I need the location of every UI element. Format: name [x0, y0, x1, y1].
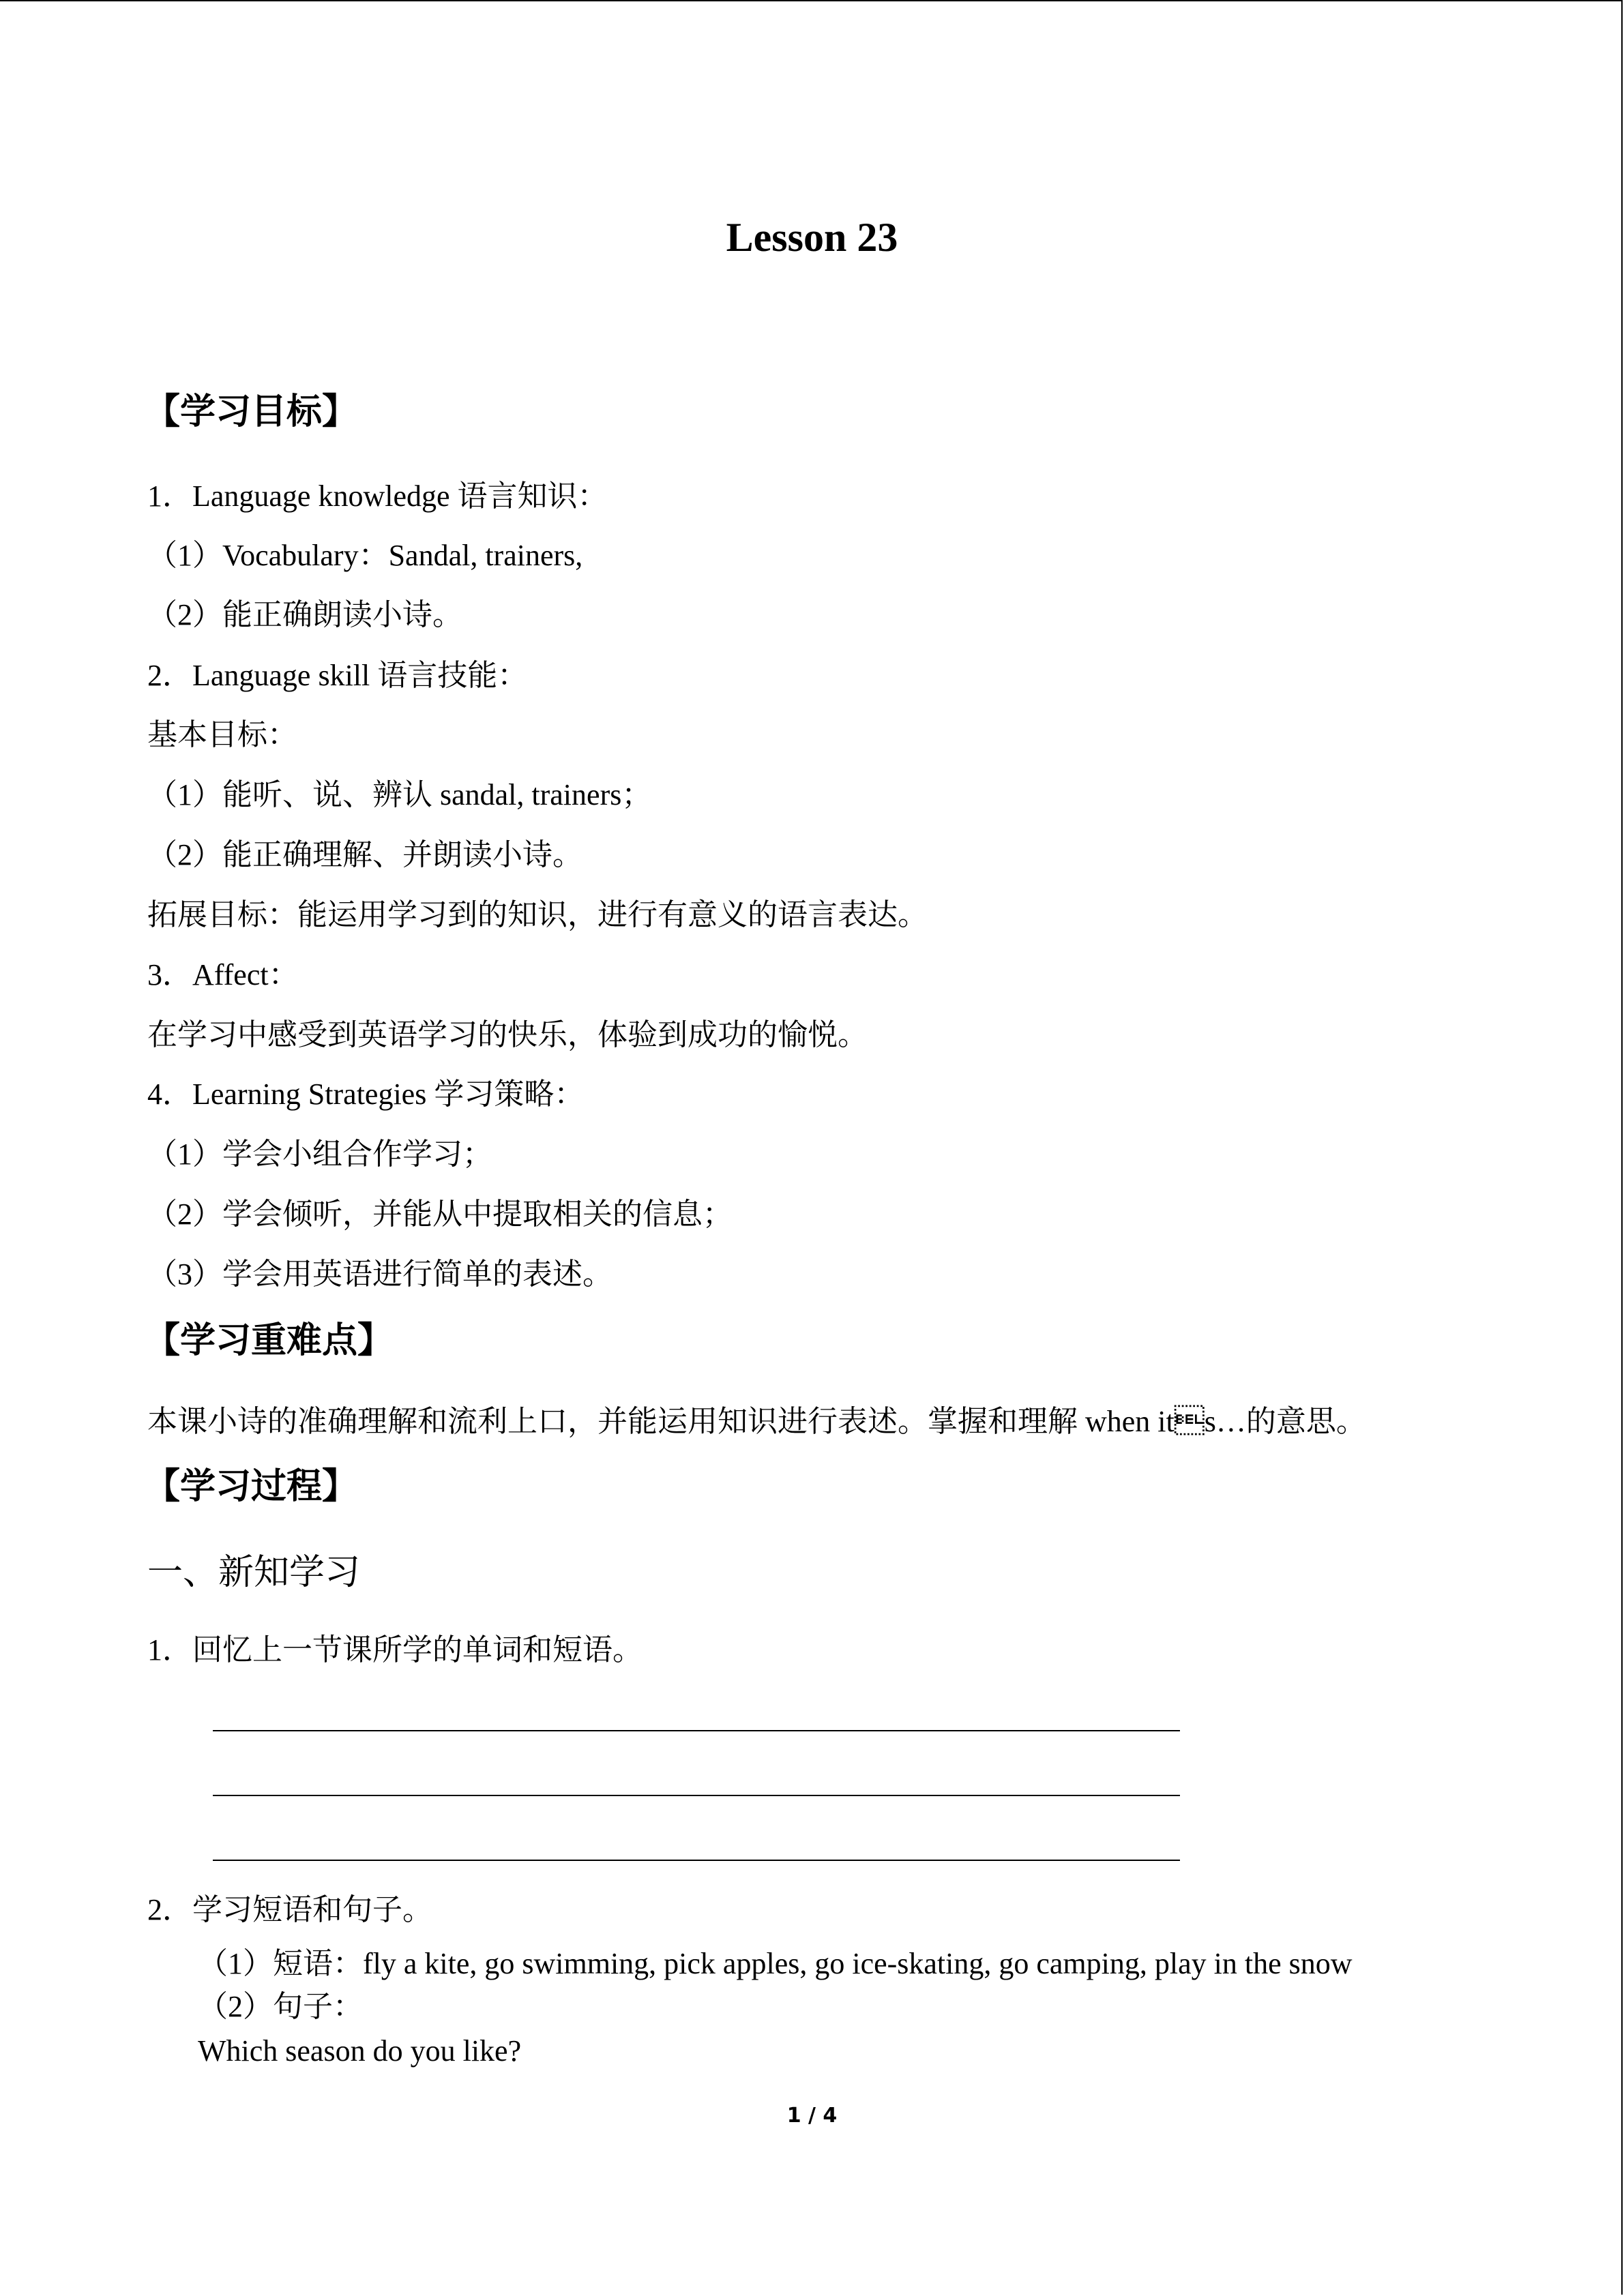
objective-line: 3．Affect：: [147, 958, 299, 992]
page-number: 1 / 4: [786, 2104, 838, 2128]
process-heading: 【学习过程】: [145, 1466, 358, 1507]
key-points-heading: 【学习重难点】: [145, 1320, 394, 1361]
objective-line: （2）学会倾听，并能从中提取相关的信息；: [147, 1197, 733, 1231]
objective-line: 拓展目标：能运用学习到的知识，进行有意义的语言表达。: [147, 898, 928, 931]
objectives-heading: 【学习目标】: [145, 391, 358, 432]
objective-line: 4．Learning Strategies 学习策略：: [147, 1077, 585, 1111]
objective-line: （2）能正确朗读小诗。: [147, 598, 462, 631]
answer-blank-line[interactable]: [213, 1795, 1180, 1796]
new-knowledge-subheading: 一、新知学习: [147, 1552, 361, 1593]
objective-line: （1）能听、说、辨认 sandal, trainers；: [147, 778, 652, 811]
process-item-2: 2．学习短语和句子。: [147, 1893, 432, 1926]
answer-blank-line[interactable]: [213, 1860, 1180, 1861]
process-item-1: 1．回忆上一节课所学的单词和短语。: [147, 1633, 643, 1667]
objective-line: 2．Language skill 语言技能：: [147, 659, 528, 692]
objective-line: 基本目标：: [147, 718, 297, 751]
objective-line: 1．Language knowledge 语言知识：: [147, 479, 608, 513]
answer-blank-line[interactable]: [213, 1730, 1180, 1731]
objective-line: （1）Vocabulary：Sandal, trainers,: [147, 539, 583, 572]
lesson-title: Lesson 23: [726, 215, 898, 260]
objective-line: 在学习中感受到英语学习的快乐，体验到成功的愉悦。: [147, 1018, 868, 1052]
key-points-text: 本课小诗的准确理解和流利上口，并能运用知识进行表述。掌握和理解 when its…的意思。: [147, 1405, 1366, 1438]
sentences-label: （2）句子：: [198, 1990, 363, 2023]
sentence-line: Which season do you like?: [198, 2034, 522, 2068]
objective-line: （3）学会用英语进行简单的表述。: [147, 1257, 612, 1291]
objective-line: （2）能正确理解、并朗读小诗。: [147, 838, 582, 871]
phrases-line: （1）短语：fly a kite, go swimming, pick apples, go ice-skating, go camping, play in the snow: [198, 1947, 1353, 1980]
objective-line: （1）学会小组合作学习；: [147, 1137, 492, 1171]
